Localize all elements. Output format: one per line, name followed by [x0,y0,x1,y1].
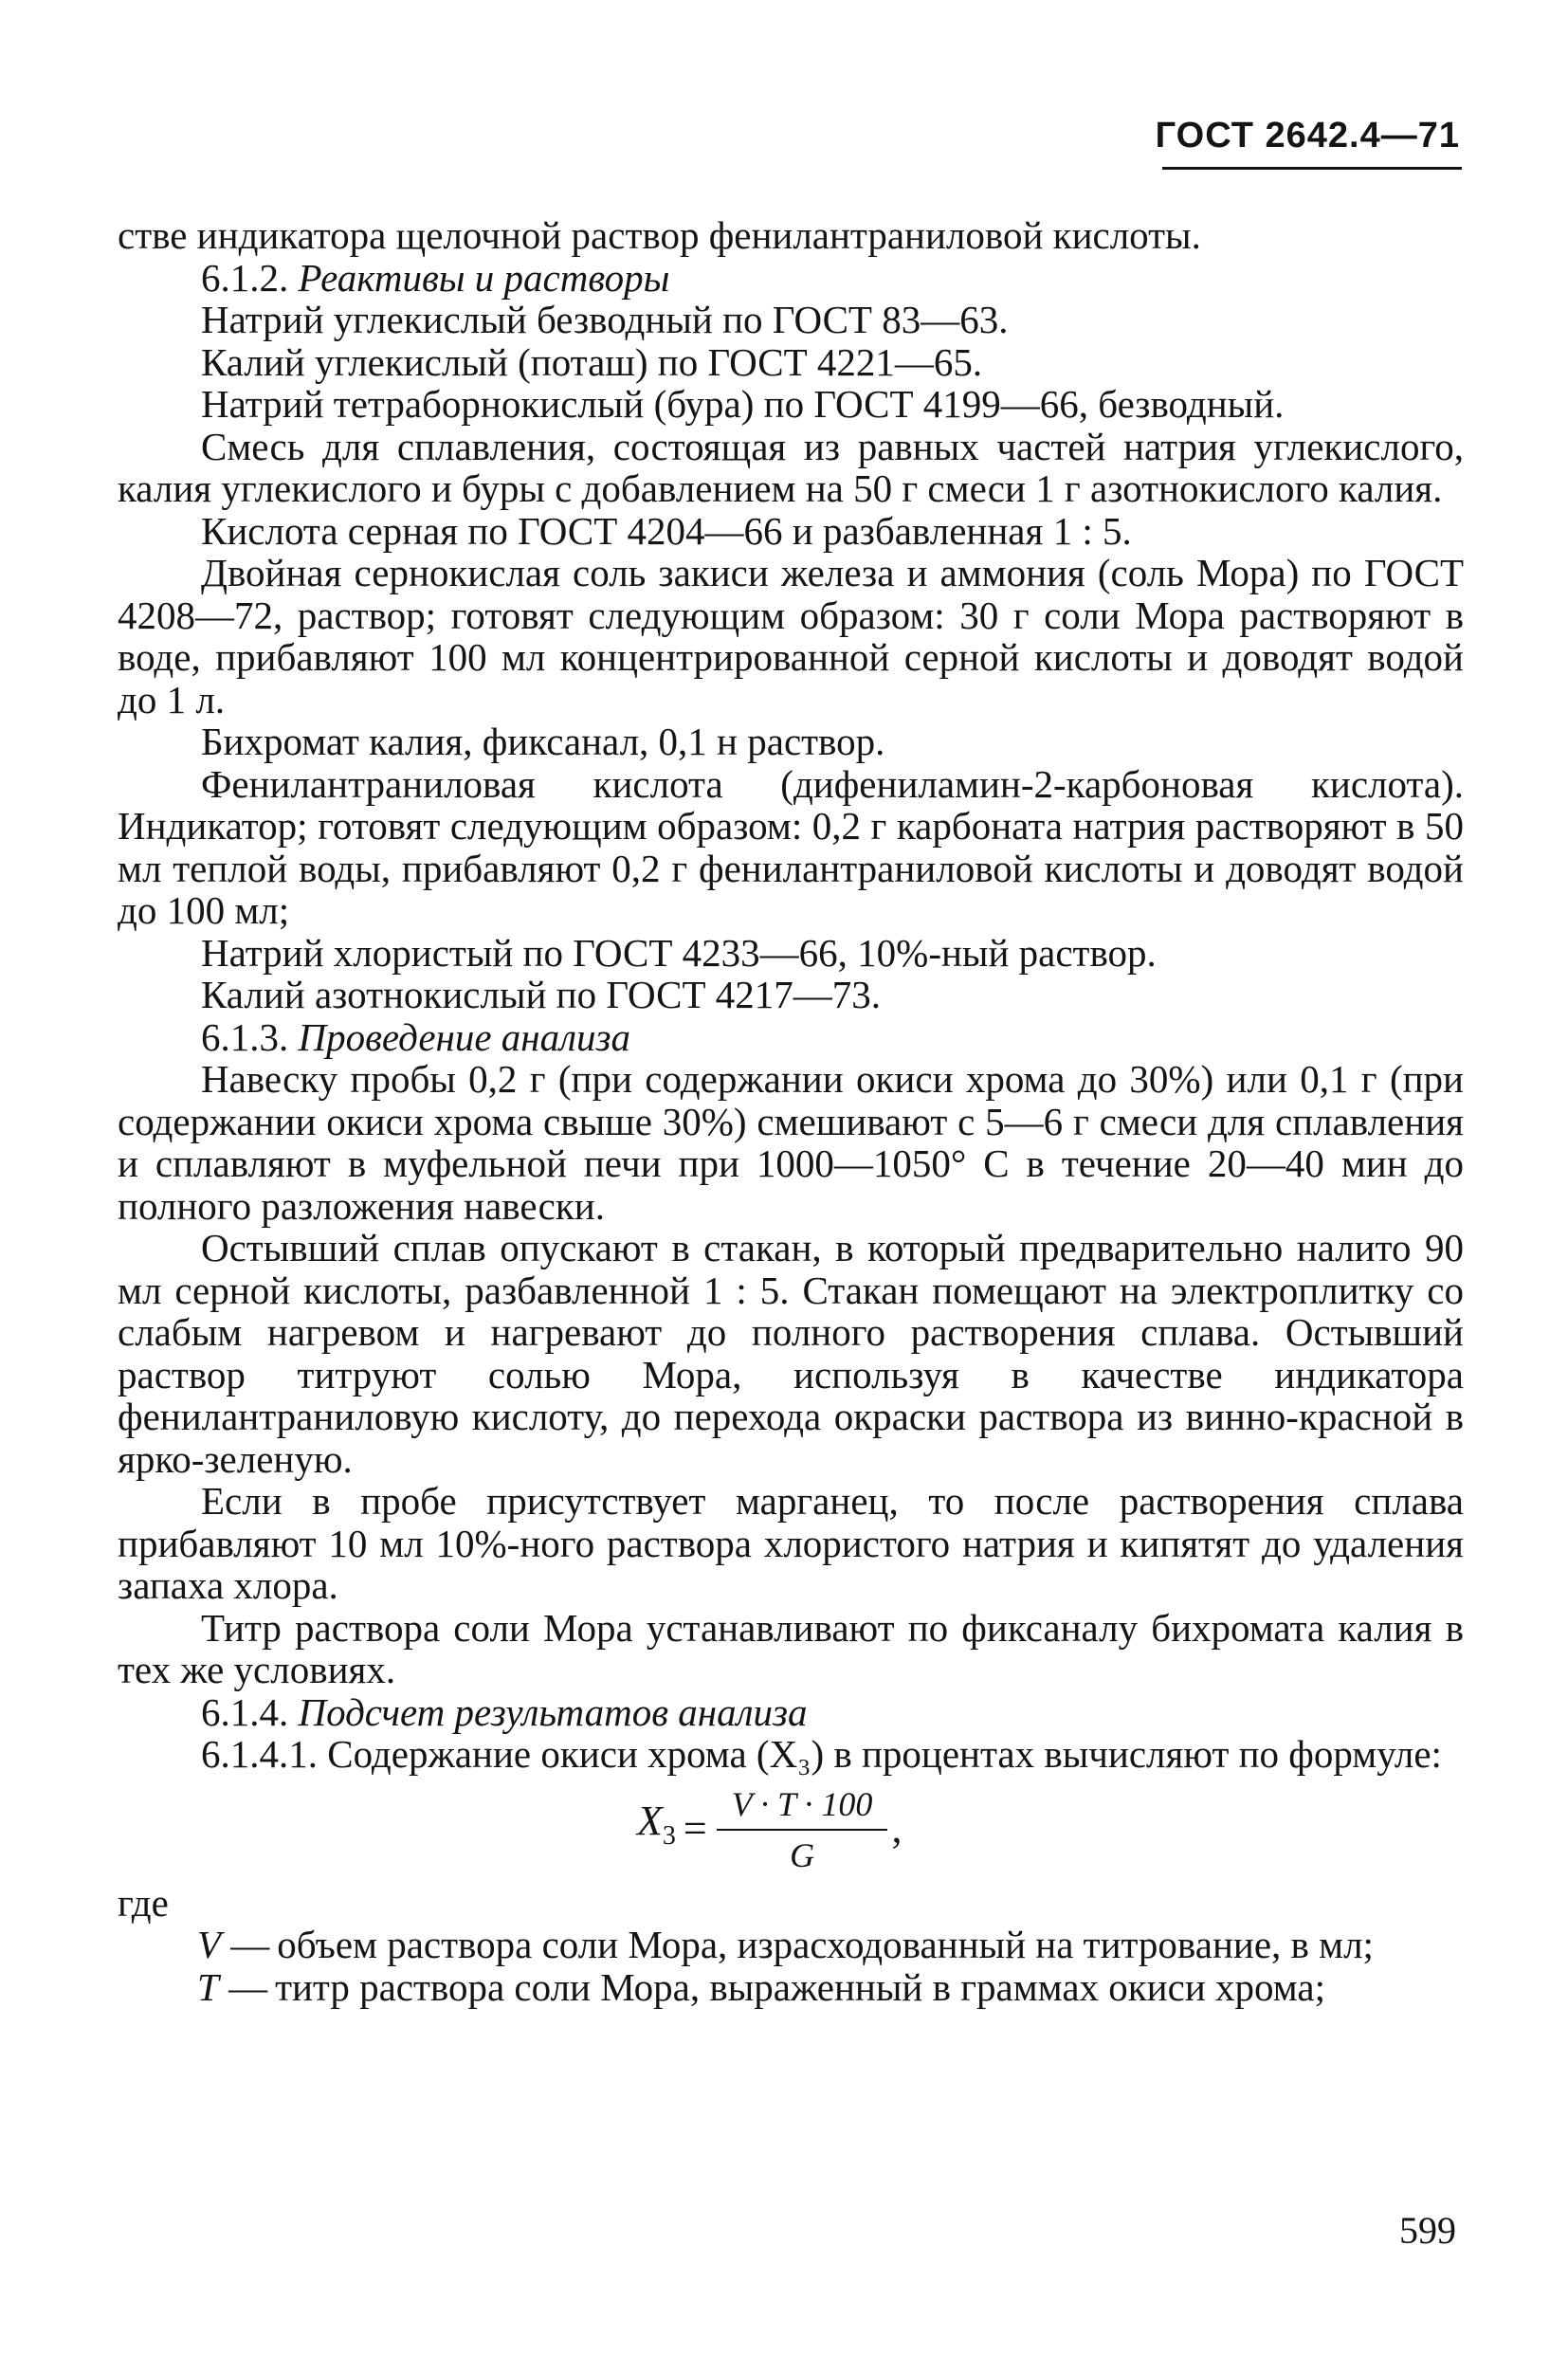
definition-item [118,1966,1464,2009]
procedure-paragraph: Навеску пробы 0,2 г (при содержании окиси хрома до 30%) или 0,1 г (при содержании окиси хрома свыше 30%) смешивают с 5—6 г смеси для сплавления и сплавляют в муфельной печи при 1000—1050° С в течение 20—40 мин до полного разложения навески. [118,1057,1464,1228]
section-number: 6.1.2. [201,255,289,300]
reagent-item: Бихромат калия, фиксанал, 0,1 н раствор. [201,720,885,763]
definition-dash: — [218,1964,268,2009]
formula-lhs [637,1800,676,1857]
document-body [118,214,1464,2008]
reagent-item: Кислота серная по ГОСТ 4204—66 и разбавленная 1 : 5. [201,508,1132,553]
reagent-item: Смесь для сплавления, состоящая из равных частей натрия углекислого, калия углекислого и буры с добавлением на 50 г смеси 1 г азотнокислого калия. [118,424,1464,510]
section-title: Реактивы и растворы [298,255,670,300]
header-rule [1162,167,1462,170]
reagent-item: Калий углекислый (поташ) по ГОСТ 4221—65. [201,339,983,384]
definition-symbol: T [197,1964,219,2009]
definition-item [118,1924,1464,1966]
formula [637,1783,902,1876]
reagent-item: Натрий хлористый по ГОСТ 4233—66, 10%-ный раствор. [201,930,1157,975]
section-title: Проведение анализа [298,1014,631,1059]
section-title: Подсчет результатов анализа [298,1689,808,1734]
formula-numerator: V · T · 100 [717,1783,888,1831]
definition-symbol: V [197,1923,222,1966]
formula-trailing-comma: , [891,1805,903,1853]
formula-lhs-subscript: 3 [662,1821,676,1852]
standard-code-header: ГОСТ 2642.4—71 [1155,116,1460,155]
procedure-paragraph: Титр раствора соли Мора устанавливают по фиксаналу бихромата калия в тех же условиях. [118,1605,1464,1691]
formula-equals: = [683,1805,707,1853]
section-heading-6-1-3 [118,1016,1464,1059]
calculation-paragraph: 6.1.4.1. Содержание окиси хрома (X₃) в процентах вычисляют по формуле: [201,1732,1442,1776]
reagent-item: Натрий углекислый безводный по ГОСТ 83—63. [201,298,1009,341]
where-label: где [118,1880,169,1925]
section-number: 6.1.3. [201,1014,289,1059]
definition-term [197,1966,267,2009]
continued-paragraph: стве индикатора щелочной раствор фенилантраниловой кислоты. [118,213,1201,257]
definition-text: титр раствора соли Мора, выраженный в граммах окиси хрома; [275,1964,1325,2009]
page-number: 599 [1399,2209,1456,2252]
reagent-item: Натрий тетраборнокислый (бура) по ГОСТ 4199—66, безводный. [201,382,1285,426]
definition-dash: — [221,1923,270,1966]
formula-denominator: G [790,1835,815,1874]
reagent-item: Калий азотнокислый по ГОСТ 4217—73. [201,973,882,1016]
reagent-item: Фенилантраниловая кислота (дифениламин-2-карбоновая кислота). Индикатор; готовят следующим образом: 0,2 г карбоната натрия растворяют в 50 мл теплой воды, прибавляют 0,2 г фенилантраниловой кислоты и доводят водой до 100 мл; [118,761,1464,932]
section-heading-6-1-4 [118,1691,1464,1734]
formula-block [118,1776,1464,1882]
definition-term [197,1924,269,1966]
procedure-paragraph: Если в пробе присутствует марганец, то после растворения сплава прибавляют 10 мл 10%-ного раствора хлористого натрия и кипятят до удаления запаха хлора. [118,1479,1464,1607]
section-number: 6.1.4. [201,1689,289,1734]
definition-text: объем раствора соли Мора, израсходованный на титрование, в мл; [277,1923,1374,1966]
section-heading-6-1-2 [118,257,1464,300]
reagent-item: Двойная сернокислая соль закиси железа и аммония (соль Мора) по ГОСТ 4208—72, раствор; готовят следующим образом: 30 г соли Мора растворяют в воде, прибавляют 100 мл концентрированной серной кислоты и доводят водой до 1 л. [118,551,1464,721]
formula-lhs-symbol: X [637,1798,663,1845]
definitions-list [118,1924,1464,2008]
formula-fraction [717,1783,888,1876]
procedure-paragraph: Остывший сплав опускают в стакан, в который предварительно налито 90 мл серной кислоты, разбавленной 1 : 5. Стакан помещают на электроплитку со слабым нагревом и нагревают до полного растворения сплава. Остывший раствор титруют солью Мора, используя в качестве индикатора фенилантраниловую кислоту, до перехода окраски раствора из винно-красной в ярко-зеленую. [118,1226,1464,1481]
